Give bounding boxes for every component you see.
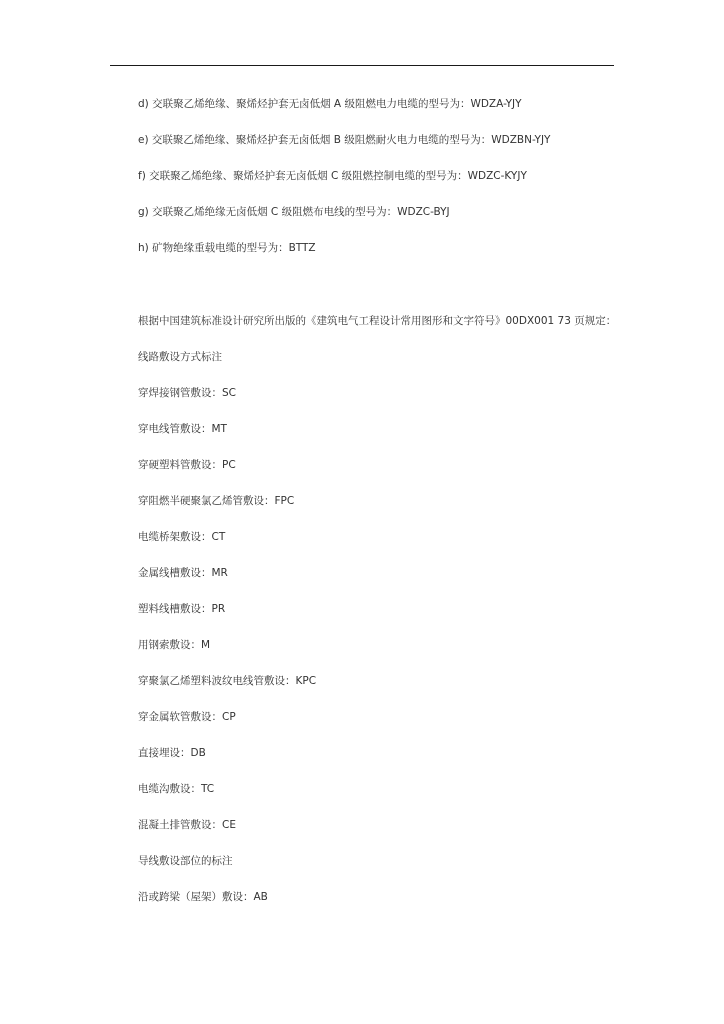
laying-method-item: 穿硬塑料管敷设：PC [138,459,236,471]
laying-method-item: 穿金属软管敷设：CP [138,711,236,723]
header-rule [110,65,614,66]
cable-type-d: d) 交联聚乙烯绝缘、聚烯烃护套无卤低烟 A 级阻燃电力电缆的型号为：WDZA-YJY [138,98,522,110]
laying-method-item: 金属线槽敷设：MR [138,567,228,579]
laying-method-item: 直接埋设：DB [138,747,206,759]
cable-type-f: f) 交联聚乙烯绝缘、聚烯烃护套无卤低烟 C 级阻燃控制电缆的型号为：WDZC-KYJY [138,170,527,182]
laying-location-item: 沿或跨梁（屋架）敷设：AB [138,891,268,903]
cable-type-e: e) 交联聚乙烯绝缘、聚烯烃护套无卤低烟 B 级阻燃耐火电力电缆的型号为：WDZBN-YJY [138,134,551,146]
cable-type-h: h) 矿物绝缘重载电缆的型号为：BTTZ [138,242,316,254]
laying-method-item: 塑料线槽敷设：PR [138,603,226,615]
section-heading-laying-location: 导线敷设部位的标注 [138,855,233,867]
laying-method-item: 穿聚氯乙烯塑料波纹电线管敷设：KPC [138,675,317,687]
laying-method-item: 电缆沟敷设：TC [138,783,215,795]
laying-method-item: 混凝土排管敷设：CE [138,819,236,831]
standard-reference: 根据中国建筑标准设计研究所出版的《建筑电气工程设计常用图形和文字符号》00DX001 73 页规定： [138,315,617,327]
laying-method-item: 穿焊接钢管敷设：SC [138,387,236,399]
cable-type-g: g) 交联聚乙烯绝缘无卤低烟 C 级阻燃布电线的型号为：WDZC-BYJ [138,206,450,218]
laying-method-item: 电缆桥架敷设：CT [138,531,226,543]
section-heading-laying-method: 线路敷设方式标注 [138,351,222,363]
laying-method-item: 用钢索敷设：M [138,639,211,651]
laying-method-item: 穿阻燃半硬聚氯乙烯管敷设：FPC [138,495,295,507]
laying-method-item: 穿电线管敷设：MT [138,423,227,435]
